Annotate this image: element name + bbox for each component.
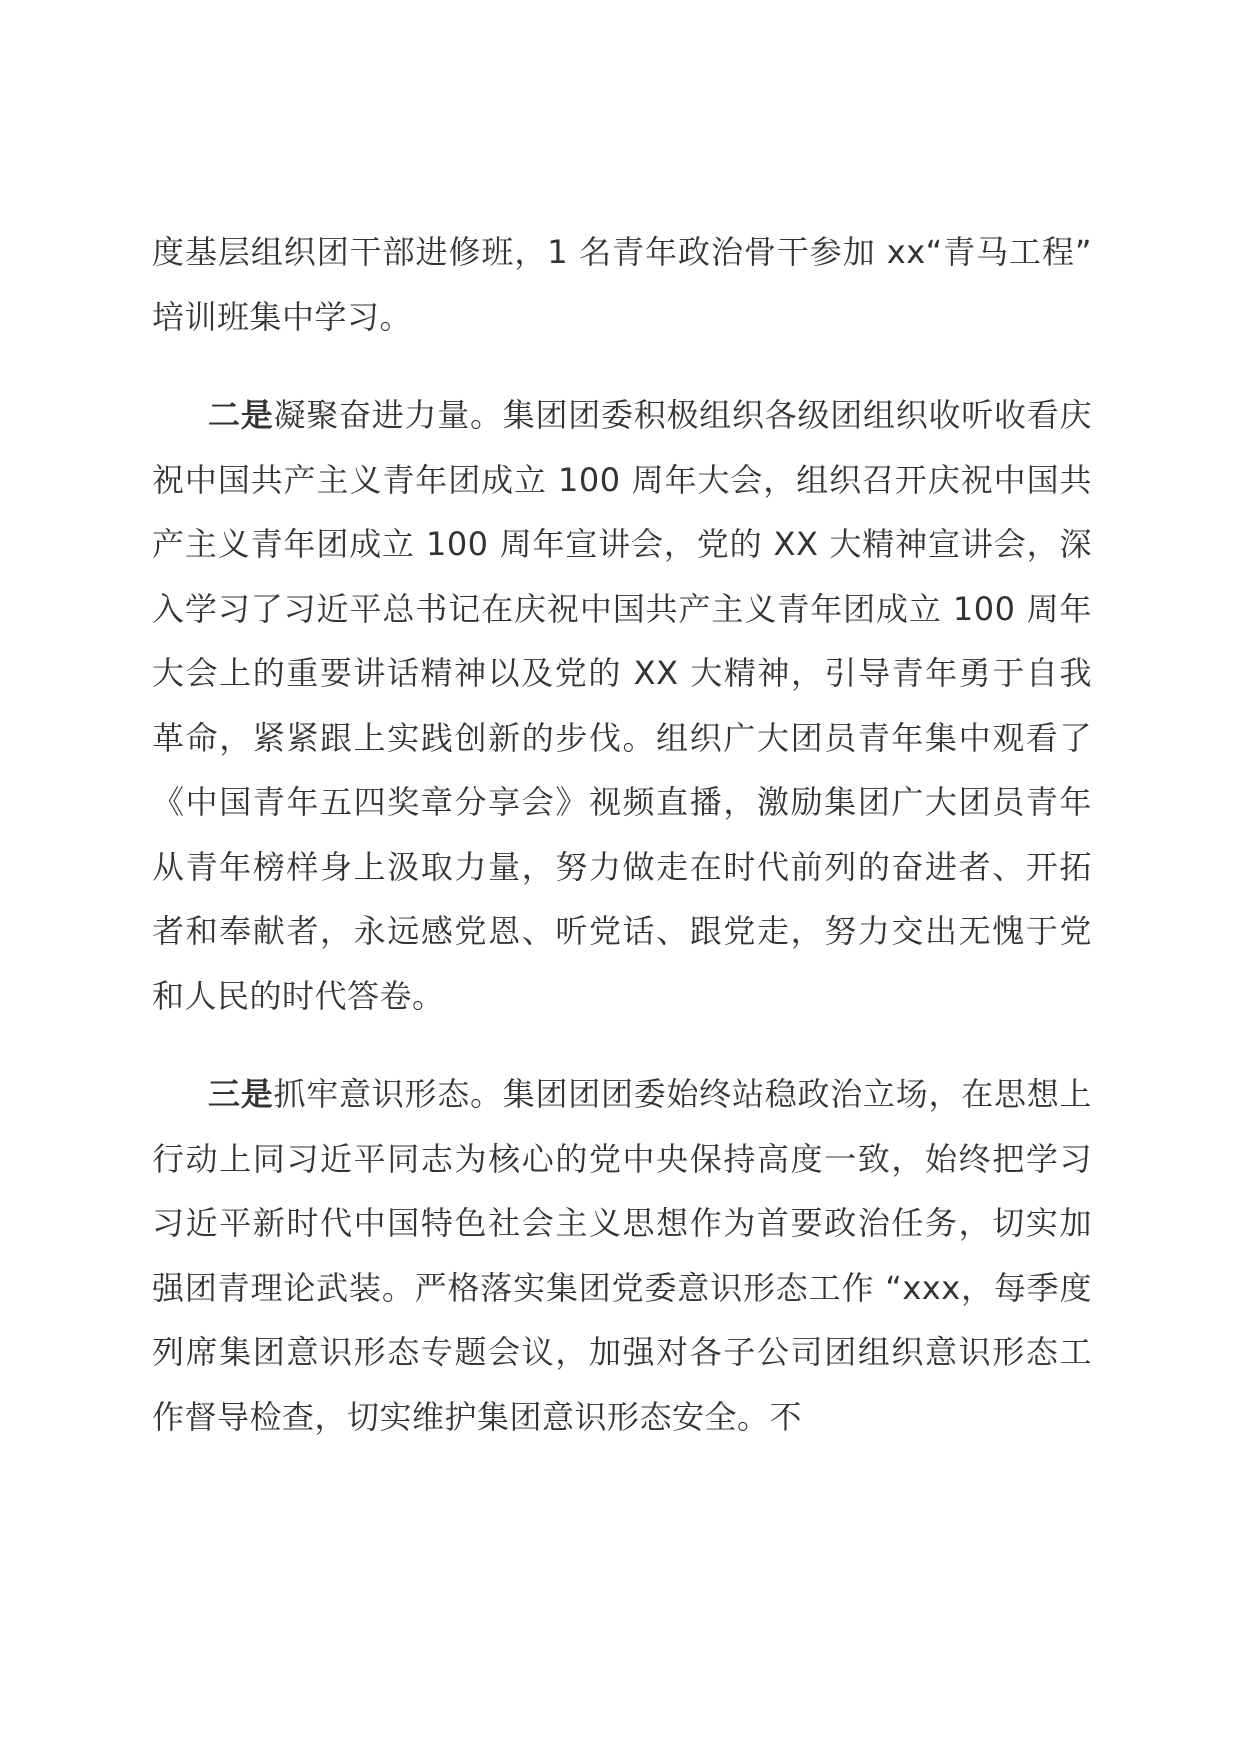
paragraph-lead: 二是 [208, 396, 274, 434]
paragraph-continuation [152, 220, 1092, 349]
paragraph-text: 凝聚奋进力量。集团团委积极组织各级团组织收听收看庆祝中国共产主义青年团成立 100 周年大会，组织召开庆祝中国共产主义青年团成立 100 周年宣讲会，党的 XX 大精神宣讲会，深入学习了习近平总书记在庆祝中国共产主义青年团成立 100 周年大会上的重要讲话精神以及党的 XX 大精神，引导青年勇于自我革命，紧紧跟上实践创新的步伐。组织广大团员青年集中观看了《中国青年五四奖章分享会》视频直播，激励集团广大团员青年从青年榜样身上汲取力量，努力做走在时代前列的奋进者、开拓者和奉献者，永远感党恩、听党话、跟党走，努力交出无愧于党和人民的时代答卷。 [152, 396, 1092, 1015]
paragraph-text: 度基层组织团干部进修班，1 名青年政治骨干参加 xx“青马工程” 培训班集中学习。 [152, 233, 1092, 336]
paragraph-text: 抓牢意识形态。集团团团委始终站稳政治立场，在思想上行动上同习近平同志为核心的党中央保持高度一致，始终把学习习近平新时代中国特色社会主义思想作为首要政治任务，切实加强团青理论武装。严格落实集团党委意识形态工作 “xxx，每季度列席集团意识形态专题会议，加强对各子公司团组织意识形态工作督导检查，切实维护集团意识形态安全。不 [152, 1075, 1092, 1436]
paragraph-two [152, 383, 1092, 1028]
paragraph-three [152, 1062, 1092, 1449]
document-body [152, 220, 1092, 1449]
paragraph-lead: 三是 [208, 1075, 274, 1113]
